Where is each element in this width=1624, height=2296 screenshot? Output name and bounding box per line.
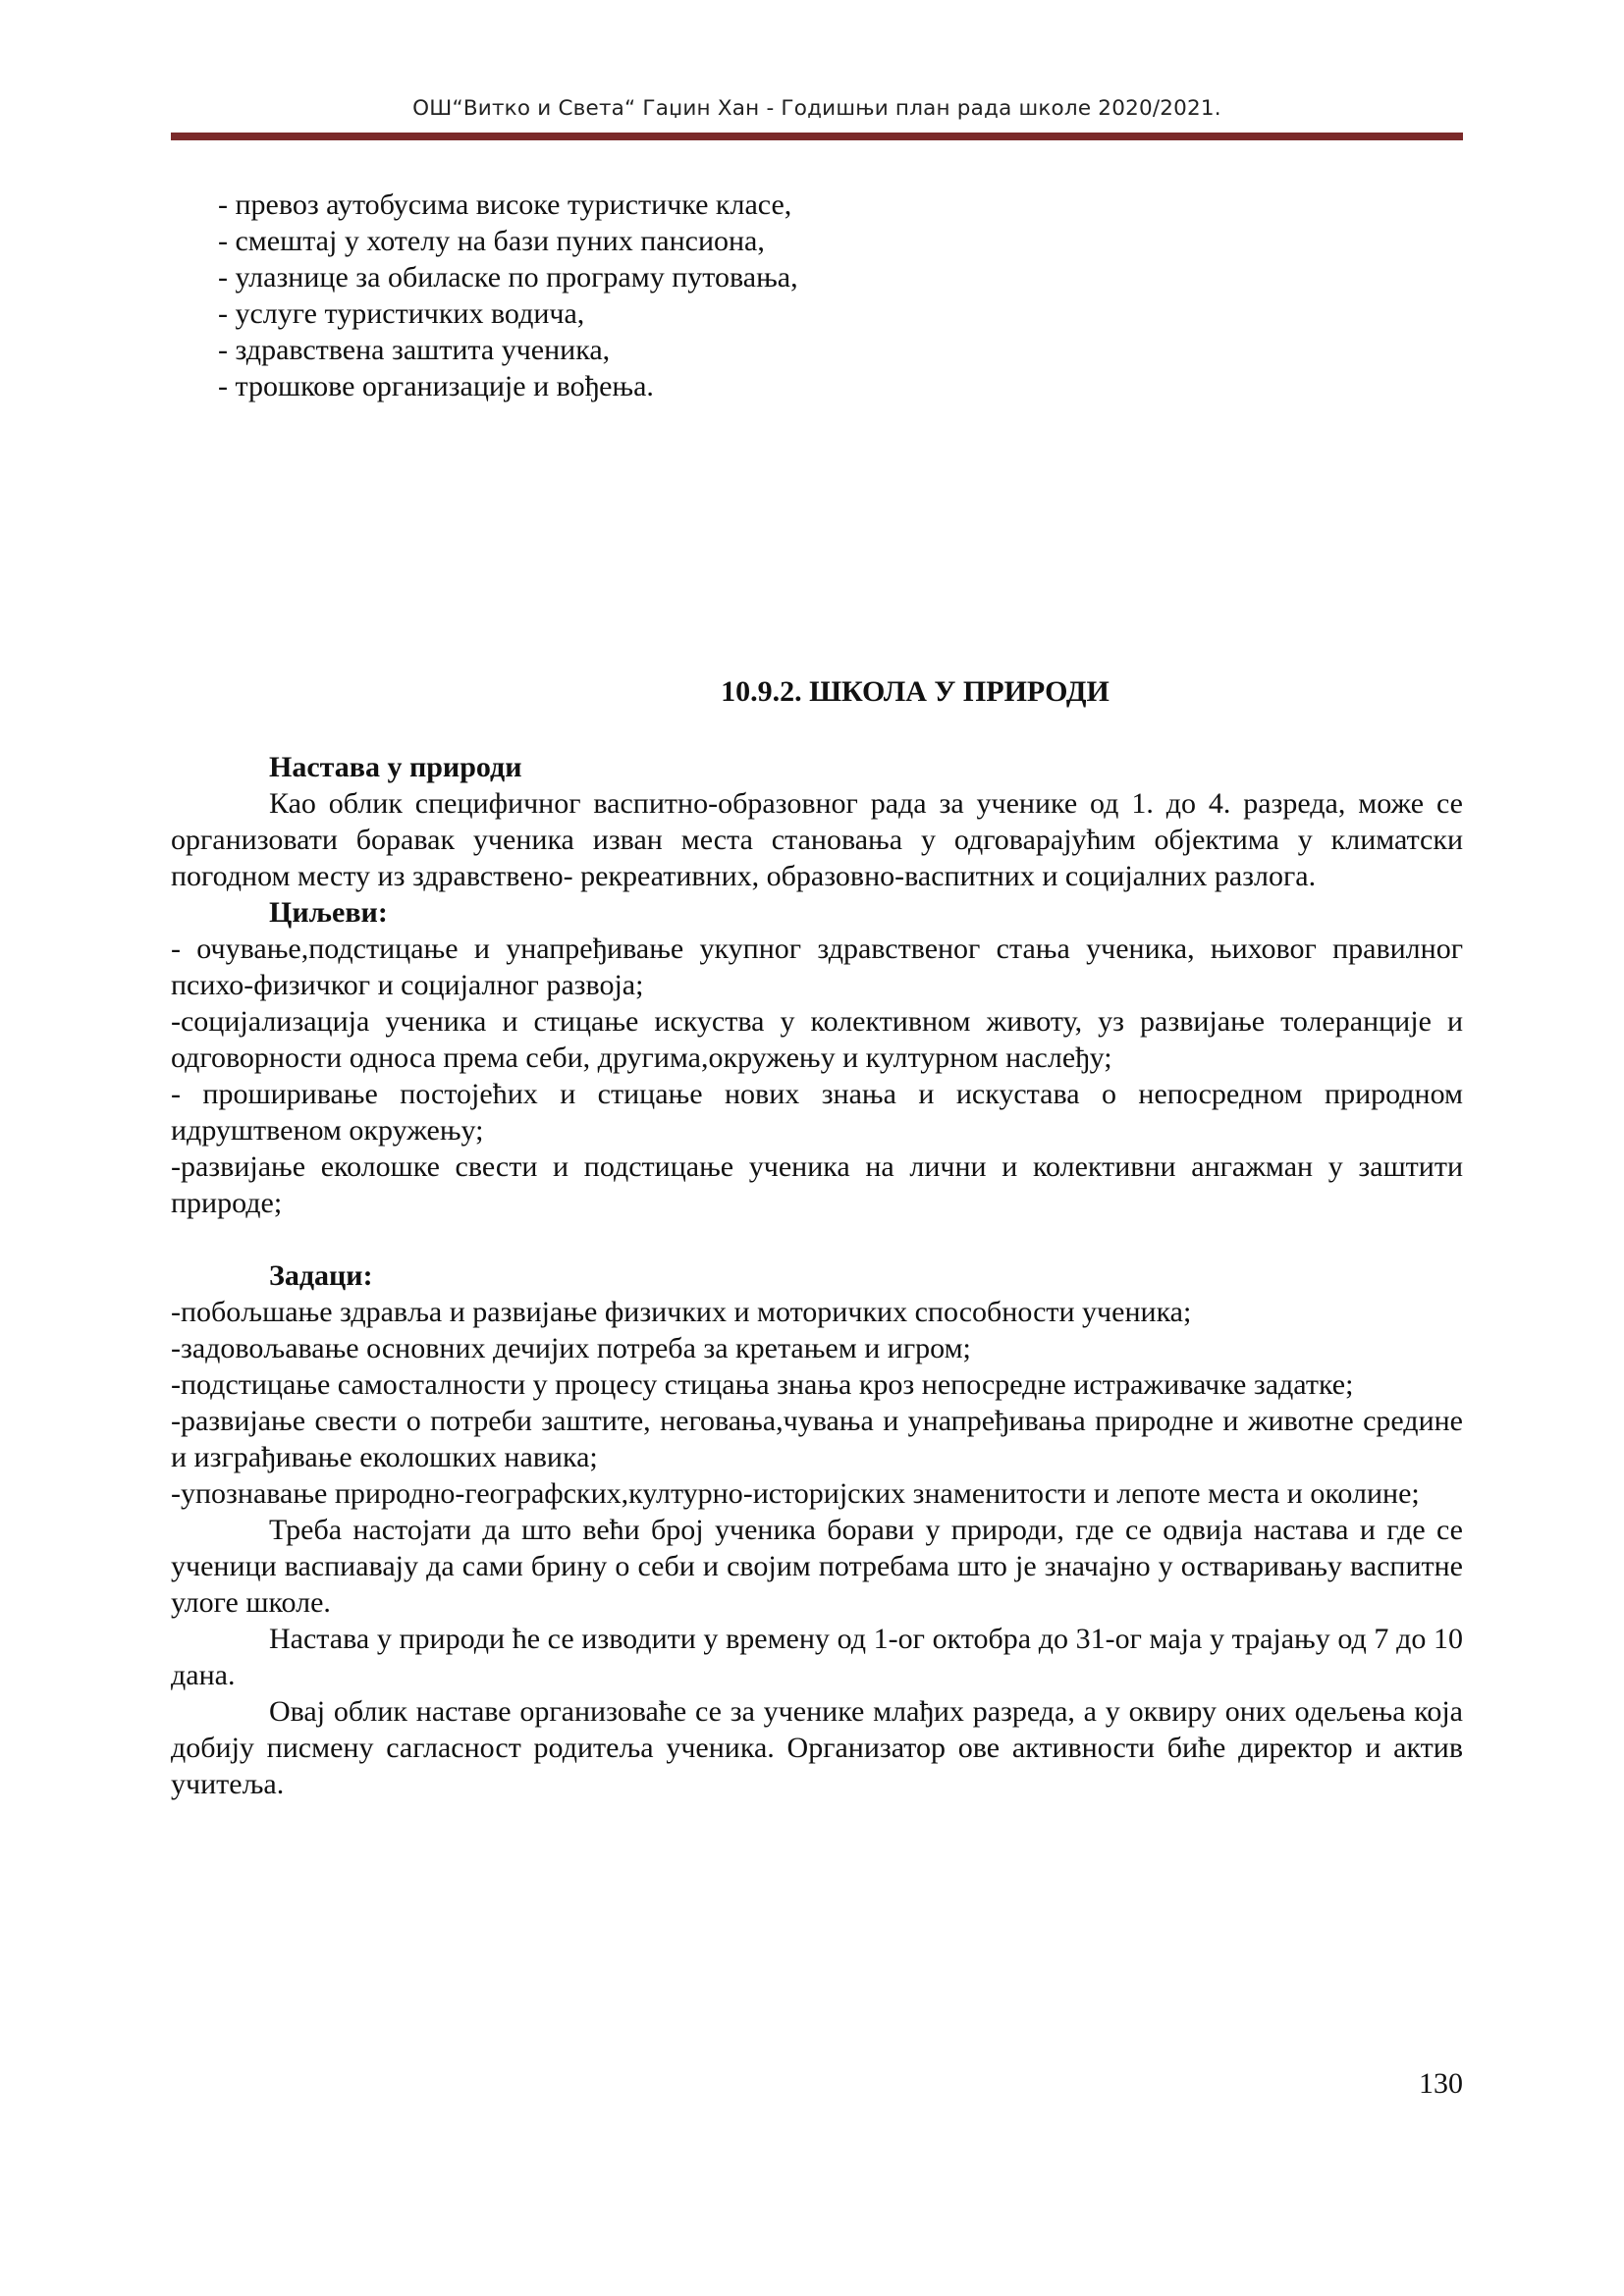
task-item: -побољшање здравља и развијање физичких и моторичких способности ученика; bbox=[171, 1296, 1192, 1328]
list-item: - превоз аутобусима високе туристичке класе, bbox=[218, 188, 792, 221]
page-header: ОШ“Витко и Света“ Гаџин Хан - Годишњи план рада школе 2020/2021. bbox=[412, 96, 1221, 121]
body-paragraph: Настава у природи ће се изводити у времену од 1-ог октобра до 31-ог маја у трајању од 7 до 10 дана. bbox=[171, 1623, 1463, 1691]
list-item: - услуге туристичких водича, bbox=[218, 297, 585, 330]
goal-item: - очување,подстицање и унапређивање укупног здравственог стања ученика, њиховог правилног психо-физичког и социјалног развоја; bbox=[171, 933, 1463, 1001]
nastava-heading: Настава у природи bbox=[269, 751, 522, 783]
intro-paragraph: Као облик специфичног васпитно-образовног рада за ученике од 1. до 4. разреда, може се организовати боравак ученика изван места становања у одговарајућим објектима у климатски погодном месту из здравствено- рекреативних, образовно-васпитних и социјалних разлога. bbox=[171, 787, 1463, 892]
list-item: - здравствена заштита ученика, bbox=[218, 334, 611, 366]
goal-item: - проширивање постојећих и стицање нових знања и искустава о непосредном природном идруштвеном окружењу; bbox=[171, 1078, 1463, 1147]
task-item: -развијање свести о потреби заштите, неговања,чувања и унапређивања природне и животне средине и изграђивање еколошких навика; bbox=[171, 1405, 1463, 1473]
section-heading: 10.9.2. ШКОЛА У ПРИРОДИ bbox=[721, 675, 1110, 708]
body-paragraph: Овај облик наставе организоваће се за ученике млађих разреда, а у оквиру оних одељења која добију писмену сагласност родитеља ученика. Организатор ове активности биће директор и актив учитеља. bbox=[171, 1695, 1463, 1800]
list-item: - смештај у хотелу на бази пуних пансиона, bbox=[218, 225, 765, 257]
tasks-heading: Задаци: bbox=[269, 1259, 373, 1292]
list-item: - улазнице за обиласке по програму путовања, bbox=[218, 261, 798, 294]
section-body bbox=[171, 749, 1463, 1802]
body-paragraph: Треба настојати да што већи број ученика борави у природи, где се одвија настава и где се ученици васпиавају да сами брину о себи и својим потребама што је значајно у остваривању васпитне улоге школе. bbox=[171, 1514, 1463, 1619]
spacer bbox=[171, 1221, 1463, 1257]
task-item: -задовољавање основних дечијих потреба за кретањем и игром; bbox=[171, 1332, 971, 1364]
list-item: - трошкове организације и вођења. bbox=[218, 370, 654, 402]
page-number: 130 bbox=[1419, 2067, 1463, 2100]
task-item: -подстицање самосталности у процесу стицања знања кроз непосредне истраживачке задатке; bbox=[171, 1368, 1354, 1401]
goal-item: -социјализација ученика и стицање искуства у колективном животу, уз развијање толеранције и одговорности односа према себи, другима,окружењу и културном наслеђу; bbox=[171, 1005, 1463, 1074]
goals-heading: Циљеви: bbox=[269, 896, 388, 929]
header-rule bbox=[171, 133, 1463, 140]
cost-includes-list bbox=[218, 187, 798, 404]
task-item: -упознавање природно-географских,културно-историјских знаменитости и лепоте места и околине; bbox=[171, 1477, 1420, 1510]
goal-item: -развијање еколошке свести и подстицање ученика на лични и колективни ангажман у заштити природе; bbox=[171, 1150, 1463, 1219]
